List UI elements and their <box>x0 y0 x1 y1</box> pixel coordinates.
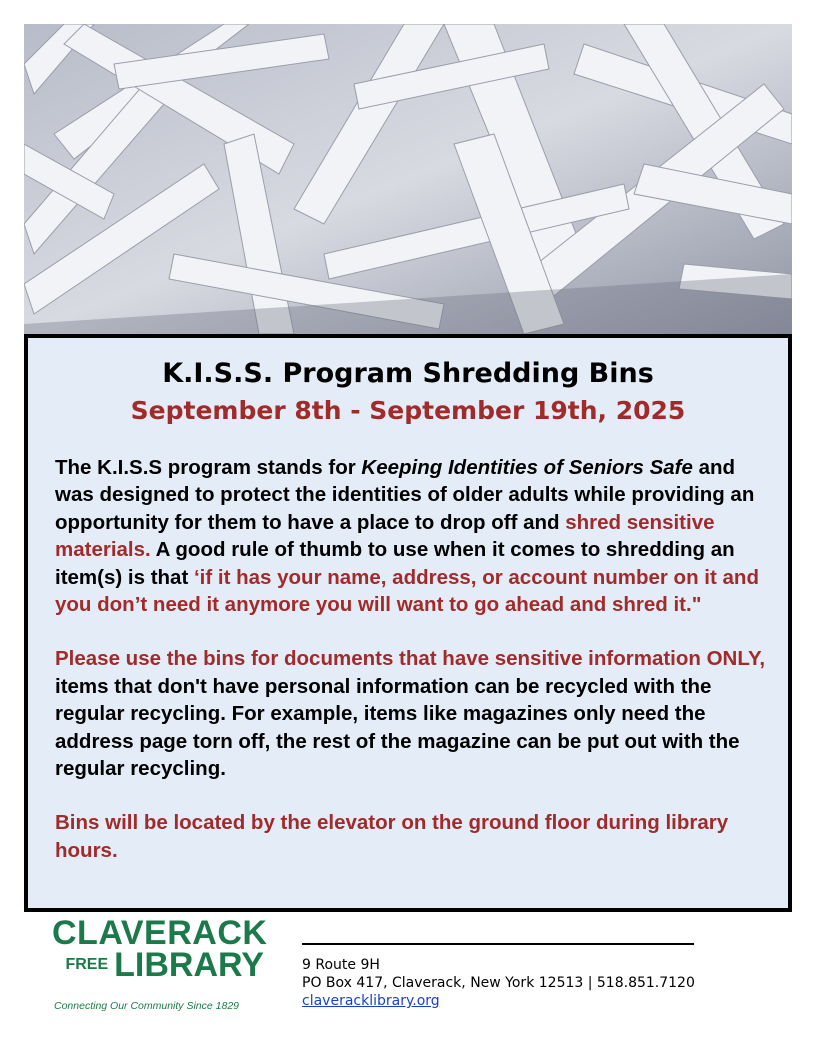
logo-library: LIBRARY <box>114 946 264 984</box>
address-line-2: PO Box 417, Claverack, New York 12513 | 518.851.7120 <box>302 975 695 991</box>
logo-claverack: CLAVERACK <box>52 914 268 952</box>
p1-part3: A good rule of thumb to use when it comes to shredding an item(s) is that <box>55 538 735 589</box>
p2-rest: items that don't have personal information can be recycled with the regular recycling. For example, items like magazines only need the address page torn off, the rest of the magazine can be put out with the regular recycling. <box>55 674 740 781</box>
program-dates: September 8th - September 19th, 2025 <box>130 396 686 425</box>
website-link[interactable]: claveracklibrary.org <box>302 993 440 1009</box>
p1-part2: and was designed to protect the identities of older adults while providing an opportunity for them to have a place to drop off and <box>55 456 755 534</box>
logo-free: FREE <box>65 956 109 973</box>
paragraph-bin-location: Bins will be located by the elevator on the ground floor during library hours. <box>55 811 729 862</box>
paragraph-usage-instructions <box>55 645 775 782</box>
paragraph-program-description <box>55 454 775 618</box>
library-address <box>302 956 695 1010</box>
library-logo <box>52 916 272 982</box>
p2-red: Please use the bins for documents that have sensitive information ONLY, <box>55 647 766 671</box>
p1-part1: The K.I.S.S program stands for <box>55 456 362 479</box>
page-title: K.I.S.S. Program Shredding Bins <box>162 358 654 389</box>
p1-red2: ‘if it has your name, address, or account number on it and you don’t need it anymore you will want to go ahead and shred it." <box>55 565 759 617</box>
shredded-paper-image <box>24 24 792 334</box>
logo-tagline: Connecting Our Community Since 1829 <box>54 1000 240 1012</box>
p1-italic: Keeping Identities of Seniors Safe <box>361 456 693 479</box>
body-text <box>55 454 775 891</box>
footer-divider <box>302 943 694 945</box>
address-line-1: 9 Route 9H <box>302 957 380 973</box>
info-panel <box>24 334 792 912</box>
header-photo <box>24 24 792 334</box>
p1-red1: shred sensitive materials. <box>55 510 715 562</box>
